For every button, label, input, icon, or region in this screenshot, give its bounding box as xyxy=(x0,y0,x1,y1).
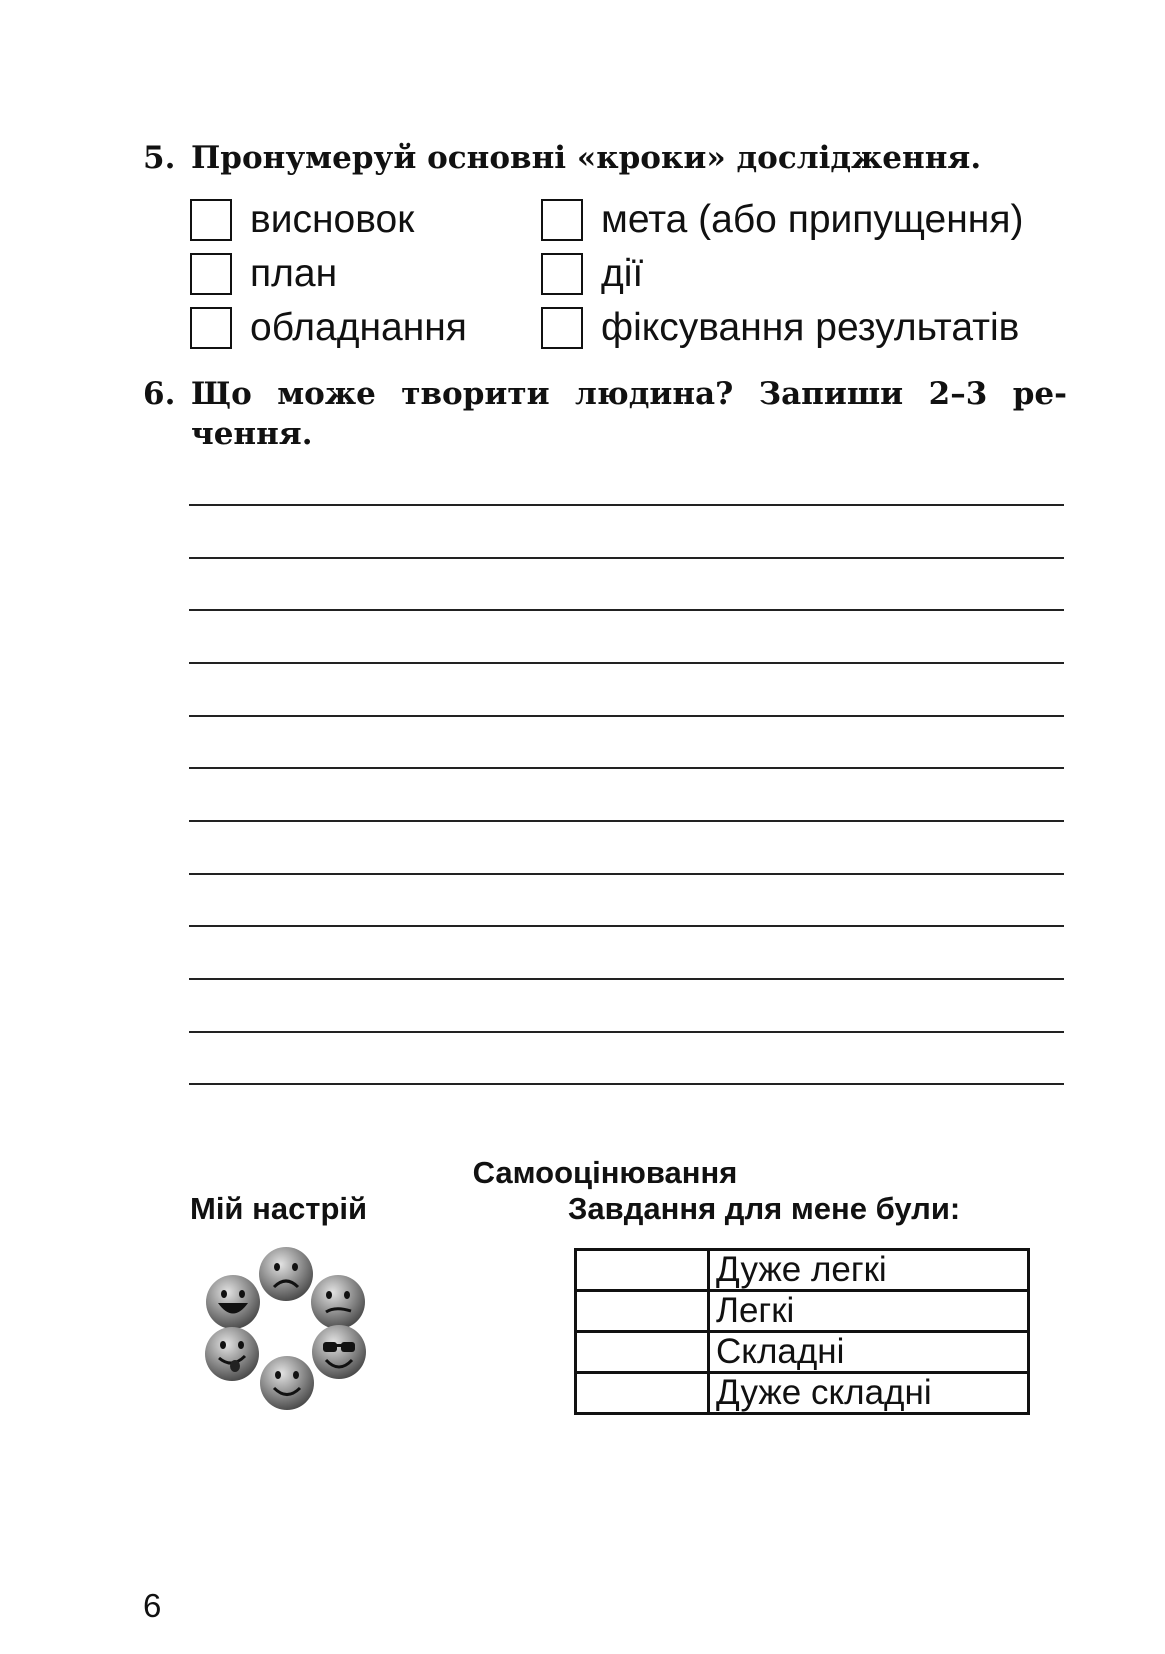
mark-cell[interactable] xyxy=(576,1332,709,1373)
writing-line[interactable] xyxy=(189,662,1064,664)
sunglasses-face-icon[interactable] xyxy=(312,1325,366,1379)
step-label: висновок xyxy=(250,198,415,241)
task-5-heading xyxy=(143,140,981,176)
writing-line[interactable] xyxy=(189,557,1064,559)
table-row xyxy=(576,1332,1029,1373)
number-input-box[interactable] xyxy=(190,199,232,241)
number-input-box[interactable] xyxy=(541,199,583,241)
page-number: 6 xyxy=(143,1587,162,1624)
task-6-heading xyxy=(143,374,1067,454)
self-assessment-title: Самооцінювання xyxy=(472,1155,738,1190)
writing-line[interactable] xyxy=(189,873,1064,875)
step-option xyxy=(190,198,414,242)
tongue-face-icon[interactable] xyxy=(205,1327,259,1381)
writing-line[interactable] xyxy=(189,504,1064,506)
mood-smileys xyxy=(205,1245,375,1415)
smile-face-icon[interactable] xyxy=(260,1356,314,1410)
step-label: план xyxy=(250,252,338,295)
step-option xyxy=(541,252,643,296)
step-option xyxy=(541,198,1023,242)
table-row xyxy=(576,1373,1029,1414)
step-label: фіксування результатів xyxy=(601,306,1020,349)
table-row xyxy=(576,1291,1029,1332)
tasks-difficulty-label: Завдання для мене були: xyxy=(568,1191,961,1226)
step-label: мета (або припущення) xyxy=(601,198,1024,241)
task-number: 5. xyxy=(143,140,176,176)
difficulty-option: Дуже легкі xyxy=(709,1250,1029,1291)
writing-line[interactable] xyxy=(189,1031,1064,1033)
step-option xyxy=(541,306,1019,350)
number-input-box[interactable] xyxy=(541,307,583,349)
difficulty-table xyxy=(574,1248,1030,1415)
writing-line[interactable] xyxy=(189,715,1064,717)
difficulty-option: Дуже складні xyxy=(709,1373,1029,1414)
sad-face-icon[interactable] xyxy=(259,1247,313,1301)
laughing-face-icon[interactable] xyxy=(206,1275,260,1329)
step-option xyxy=(190,252,337,296)
step-label: обладнання xyxy=(250,306,467,349)
step-label: дії xyxy=(601,252,644,295)
difficulty-option: Легкі xyxy=(709,1291,1029,1332)
task-number: 6. xyxy=(143,376,176,412)
mood-label: Мій настрій xyxy=(190,1191,368,1226)
writing-line[interactable] xyxy=(189,820,1064,822)
confused-face-icon[interactable] xyxy=(311,1275,365,1329)
table-row xyxy=(576,1250,1029,1291)
writing-line[interactable] xyxy=(189,925,1064,927)
step-option xyxy=(190,306,467,350)
number-input-box[interactable] xyxy=(190,307,232,349)
writing-line[interactable] xyxy=(189,767,1064,769)
writing-line[interactable] xyxy=(189,978,1064,980)
number-input-box[interactable] xyxy=(190,253,232,295)
mark-cell[interactable] xyxy=(576,1373,709,1414)
number-input-box[interactable] xyxy=(541,253,583,295)
writing-line[interactable] xyxy=(189,1083,1064,1085)
mark-cell[interactable] xyxy=(576,1250,709,1291)
task-title: Пронумеруй основні «кроки» дослідження. xyxy=(191,140,982,176)
mark-cell[interactable] xyxy=(576,1291,709,1332)
writing-line[interactable] xyxy=(189,609,1064,611)
task-title: Що може творити людина? Запиши 2–3 ре- чення. xyxy=(191,376,1067,452)
difficulty-option: Складні xyxy=(709,1332,1029,1373)
